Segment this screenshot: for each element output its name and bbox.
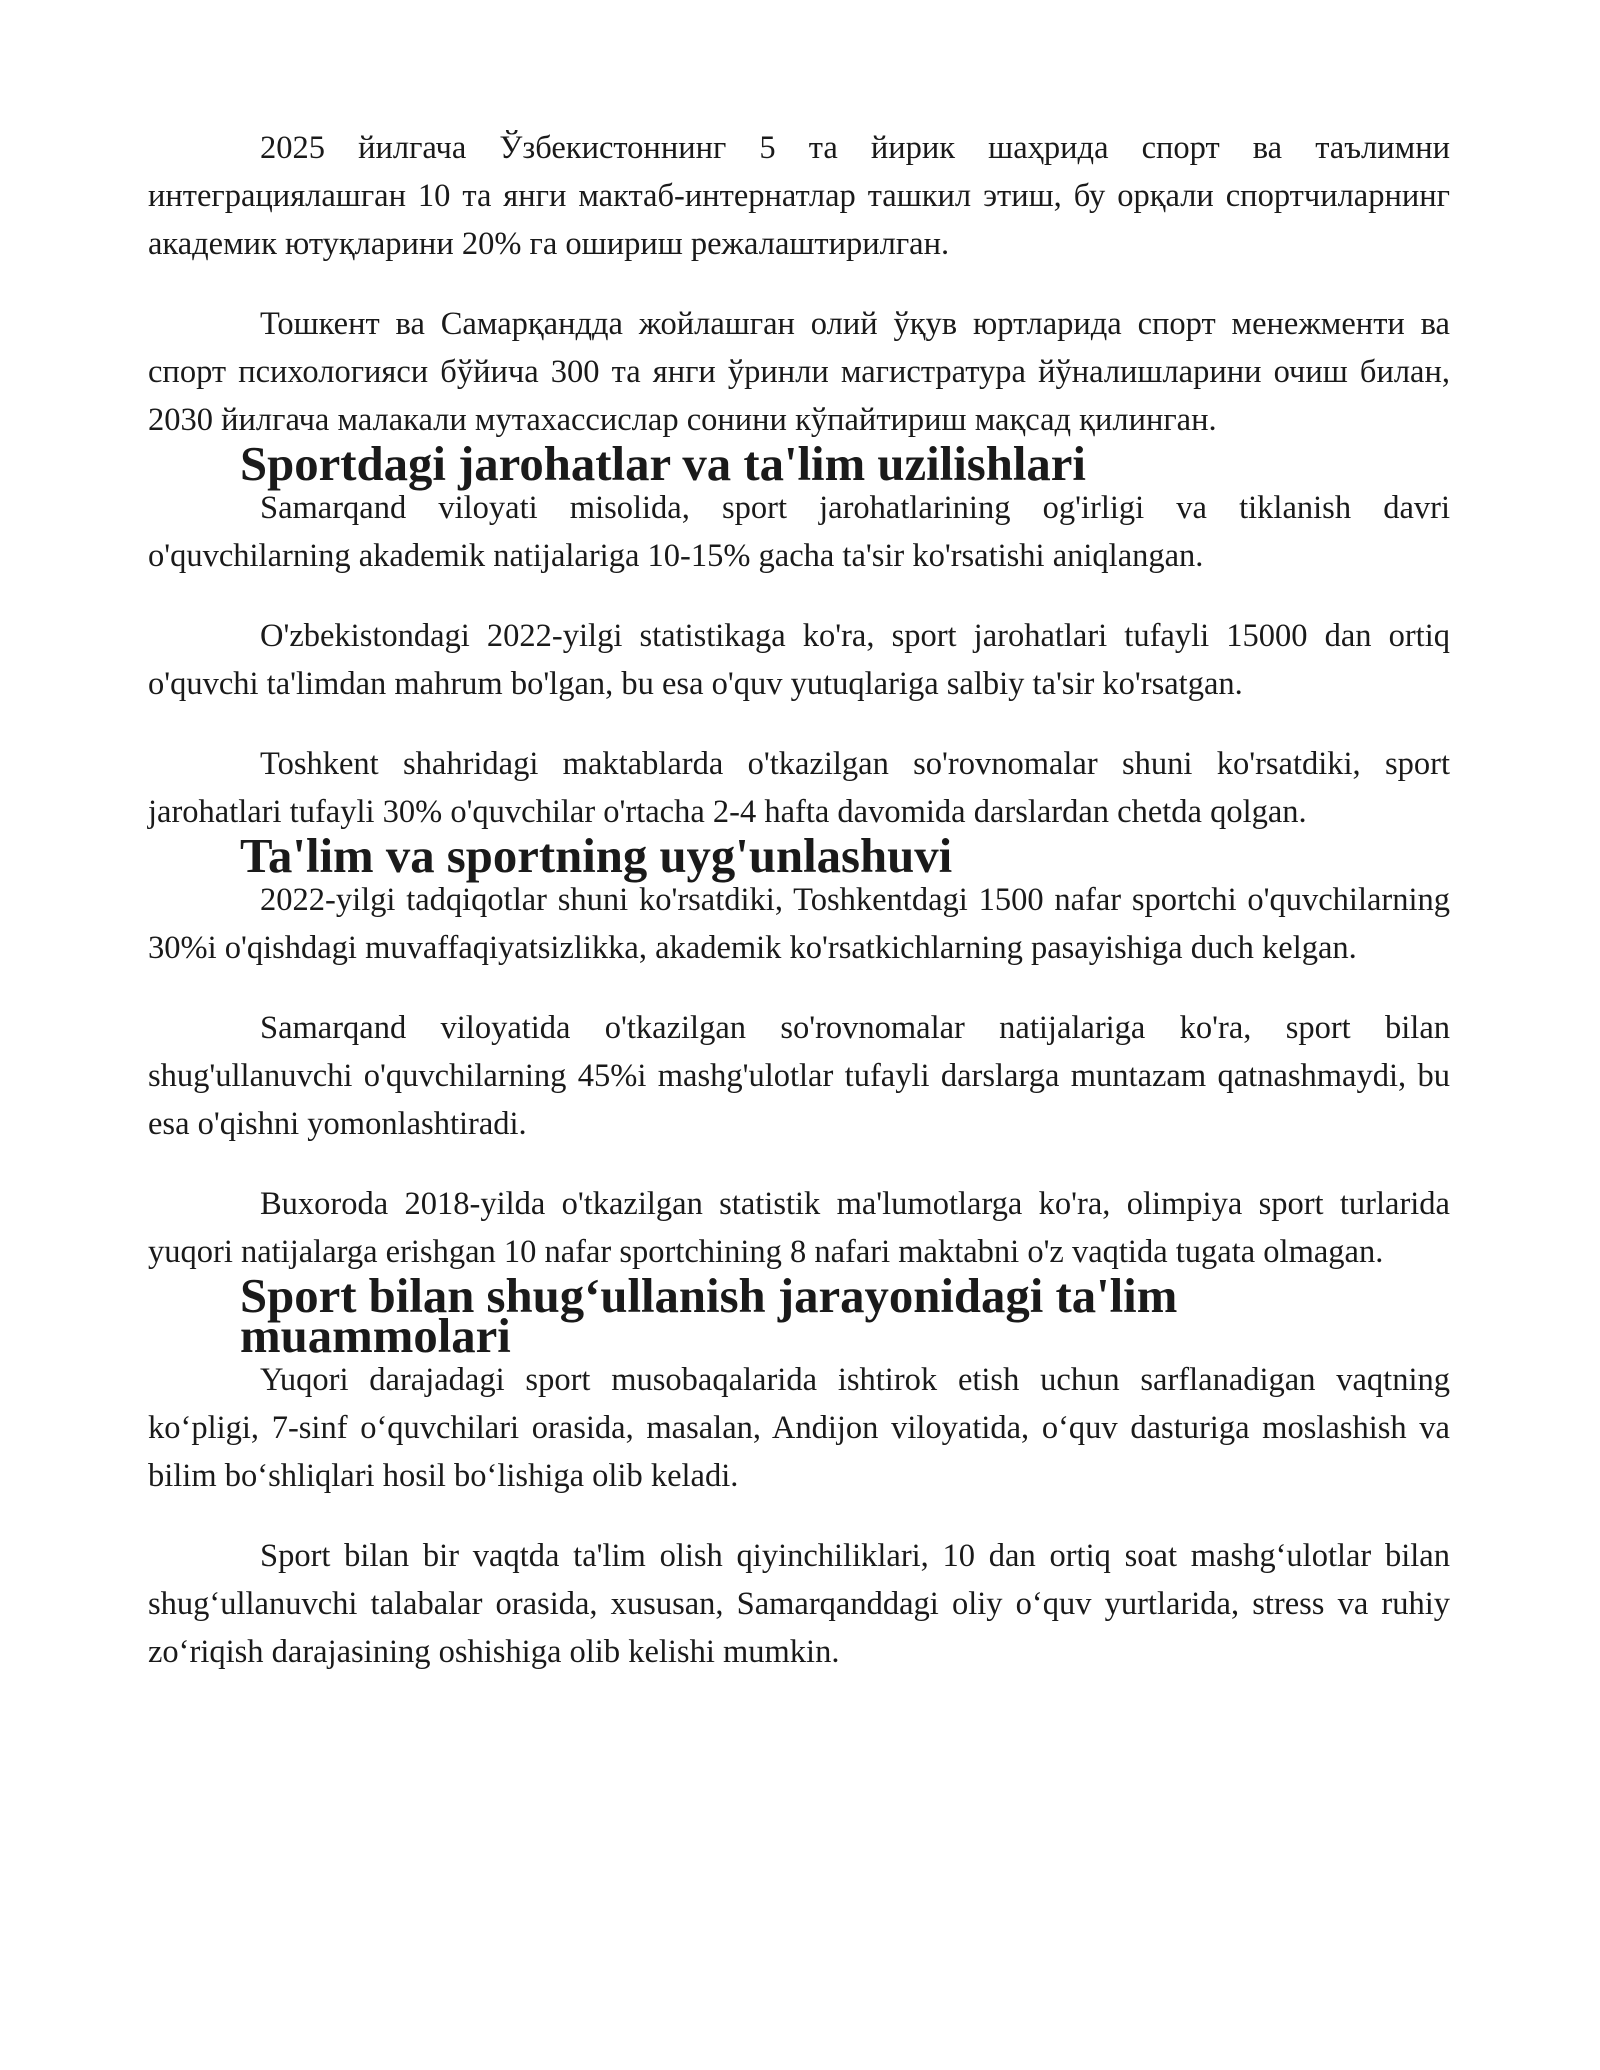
section-heading-problems: Sport bilan shug‘ullanish jarayonidagi ta'lim muammolari	[240, 1269, 1178, 1363]
intro-paragraph-2: Тошкент ва Самарқандда жойлашган олий ўқув юртларида спорт менежменти ва спорт психологияси бўйича 300 та янги ўринли магистратура йўналишларини очиш билан, 2030 йилгача малакали мутахассислар сонини кўпайтириш мақсад қилинган.	[148, 306, 1450, 438]
injuries-paragraph-1: Samarqand viloyati misolida, sport jarohatlarining og'irligi va tiklanish davri o'quvchilarning akademik natijalariga 10-15% gacha ta'sir ko'rsatishi aniqlangan.	[148, 490, 1450, 574]
injuries-paragraph-3: Toshkent shahridagi maktablarda o'tkazilgan so'rovnomalar shuni ko'rsatdiki, sport jarohatlari tufayli 30% o'quvchilar o'rtacha 2-4 hafta davomida darslardan chetda qolgan.	[148, 746, 1450, 830]
section-heading-integration: Ta'lim va sportning uyg'unlashuvi	[240, 829, 953, 883]
integration-paragraph-3: Buxoroda 2018-yilda o'tkazilgan statistik ma'lumotlarga ko'ra, olimpiya sport turlarida yuqori natijalarga erishgan 10 nafar sportchining 8 nafari maktabni o'z vaqtida tugata olmagan.	[148, 1186, 1450, 1270]
problems-paragraph-1: Yuqori darajadagi sport musobaqalarida ishtirok etish uchun sarflanadigan vaqtning ko‘pligi, 7-sinf o‘quvchilari orasida, masalan, Andijon viloyatida, o‘quv dasturiga moslashish va bilim bo‘shliqlari hosil bo‘lishiga olib keladi.	[148, 1362, 1450, 1494]
document-page	[148, 124, 1450, 1676]
integration-paragraph-1: 2022-yilgi tadqiqotlar shuni ko'rsatdiki, Toshkentdagi 1500 nafar sportchi o'quvchilarning 30%i o'qishdagi muvaffaqiyatsizlikka, akademik ko'rsatkichlarning pasayishiga duch kelgan.	[148, 882, 1450, 966]
injuries-paragraph-2: O'zbekistondagi 2022-yilgi statistikaga ko'ra, sport jarohatlari tufayli 15000 dan ortiq o'quvchi ta'limdan mahrum bo'lgan, bu esa o'quv yutuqlariga salbiy ta'sir ko'rsatgan.	[148, 618, 1450, 702]
problems-paragraph-2: Sport bilan bir vaqtda ta'lim olish qiyinchiliklari, 10 dan ortiq soat mashg‘ulotlar bilan shug‘ullanuvchi talabalar orasida, xususan, Samarqanddagi oliy o‘quv yurtlarida, stress va ruhiy zo‘riqish darajasining oshishiga olib kelishi mumkin.	[148, 1538, 1450, 1670]
integration-paragraph-2: Samarqand viloyatida o'tkazilgan so'rovnomalar natijalariga ko'ra, sport bilan shug'ullanuvchi o'quvchilarning 45%i mashg'ulotlar tufayli darslarga muntazam qatnashmaydi, bu esa o'qishni yomonlashtiradi.	[148, 1010, 1450, 1142]
section-heading-injuries: Sportdagi jarohatlar va ta'lim uzilishlari	[240, 437, 1086, 491]
intro-paragraph-1: 2025 йилгача Ўзбекистоннинг 5 та йирик шаҳрида спорт ва таълимни интеграциялашган 10 та янги мактаб-интернатлар ташкил этиш, бу орқали спортчиларнинг академик ютуқларини 20% га ошириш режалаштирилган.	[148, 130, 1450, 262]
